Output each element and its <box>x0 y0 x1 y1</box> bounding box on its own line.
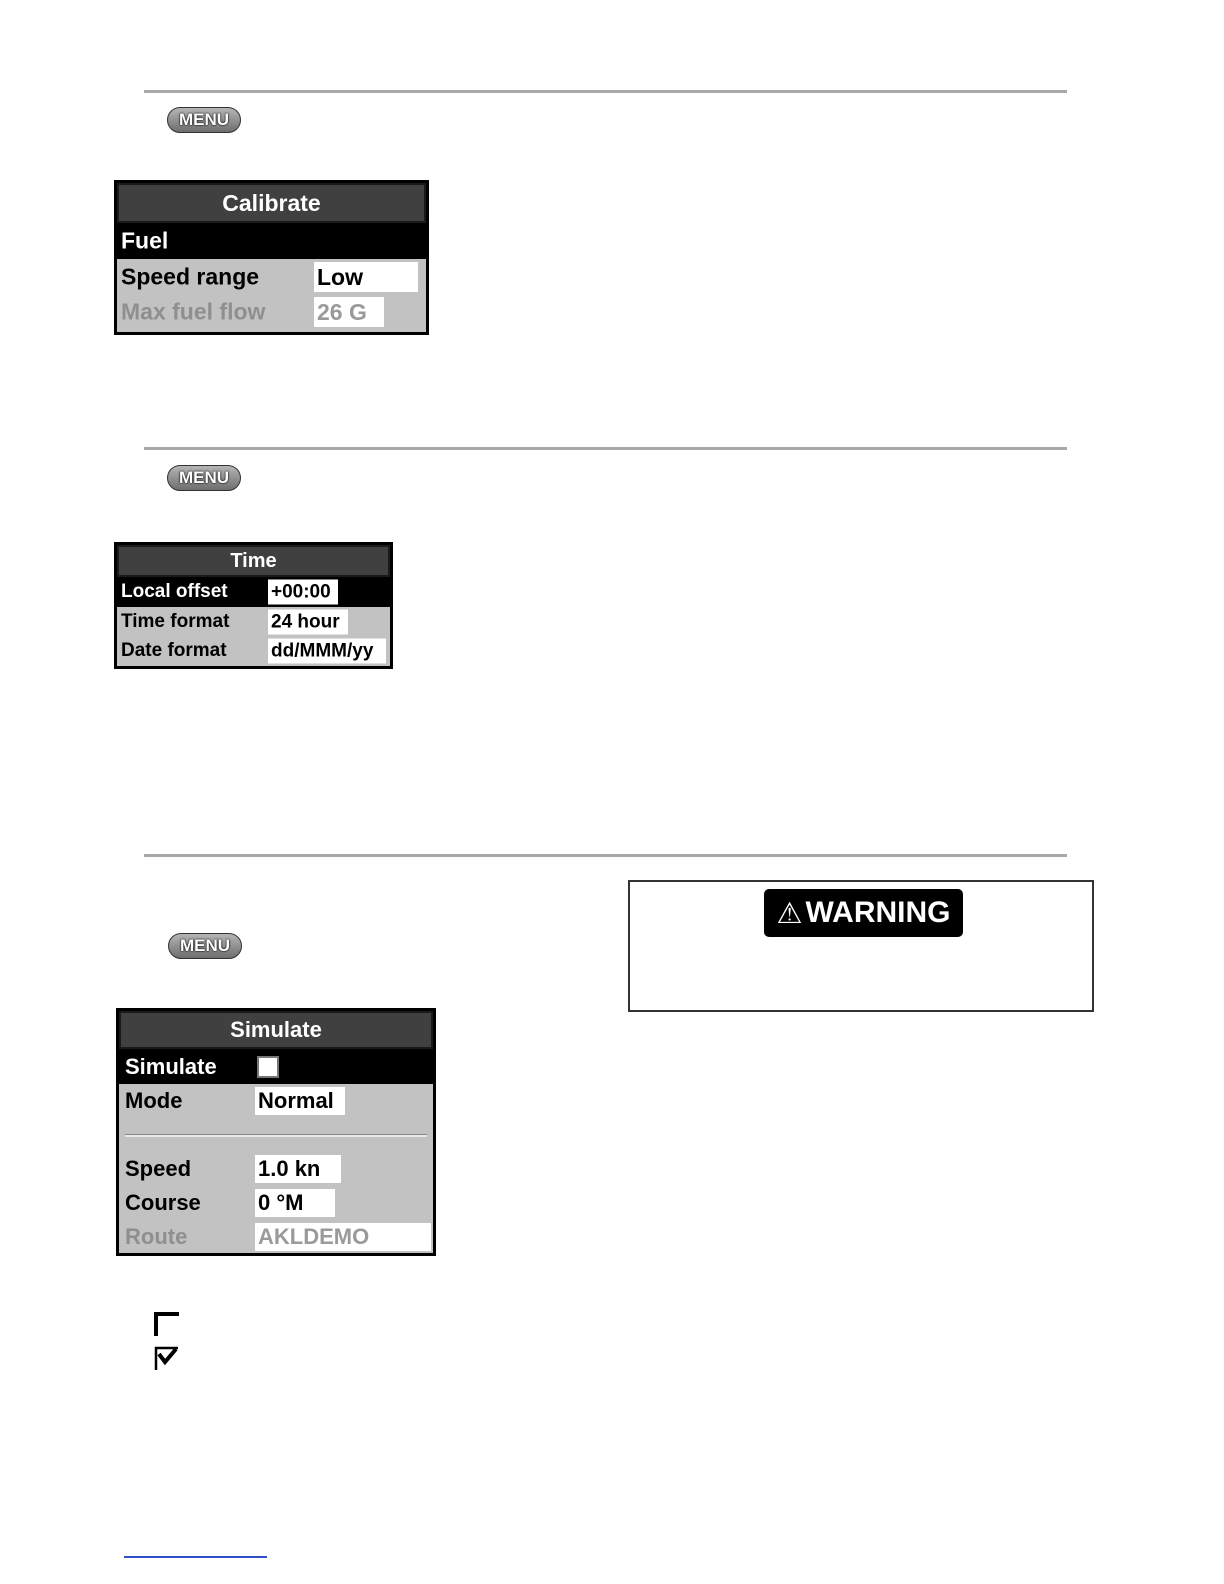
mode-value[interactable]: Normal <box>255 1087 345 1115</box>
calibrate-row-max-fuel-flow <box>117 294 426 329</box>
speed-range-value[interactable]: Low <box>314 262 418 292</box>
speed-value[interactable]: 1.0 kn <box>255 1155 341 1183</box>
route-value: AKLDEMO <box>255 1223 431 1251</box>
simulate-row-route <box>119 1220 433 1254</box>
local-offset-value[interactable]: +00:00 <box>268 580 338 605</box>
section-divider <box>144 90 1067 93</box>
calibrate-row-speed-range[interactable] <box>117 259 426 294</box>
separator-line <box>125 1134 427 1137</box>
row-label: Time format <box>121 610 230 632</box>
simulate-checkbox[interactable] <box>257 1056 279 1078</box>
time-format-value[interactable]: 24 hour <box>268 609 348 634</box>
simulate-row-mode[interactable] <box>119 1084 433 1118</box>
time-row-date-format[interactable] <box>117 636 390 665</box>
warning-triangle-icon: ⚠ <box>776 897 803 930</box>
row-label: Speed range <box>121 263 260 289</box>
row-label: Mode <box>125 1088 183 1113</box>
row-label: Fuel <box>121 227 169 254</box>
warning-label: WARNING <box>805 896 951 929</box>
checkbox-checked-icon <box>152 1344 182 1372</box>
checkbox-unchecked-icon <box>152 1310 182 1338</box>
row-label: Local offset <box>121 581 228 602</box>
time-row-time-format[interactable] <box>117 607 390 636</box>
date-format-value[interactable]: dd/MMM/yy <box>268 638 386 663</box>
menu-button[interactable]: MENU <box>167 107 241 133</box>
simulate-row-speed[interactable] <box>119 1152 433 1186</box>
row-label: Speed <box>125 1156 192 1181</box>
simulate-row-course[interactable] <box>119 1186 433 1220</box>
row-label: Course <box>125 1190 201 1215</box>
max-fuel-flow-value: 26 G <box>314 297 384 327</box>
time-row-local-offset[interactable] <box>117 577 390 607</box>
calibrate-row-fuel[interactable] <box>117 223 426 259</box>
row-label: Simulate <box>125 1053 217 1079</box>
warning-badge <box>764 889 963 937</box>
section-divider <box>144 447 1067 450</box>
panel-title: Time <box>117 545 390 577</box>
simulate-panel <box>116 1008 436 1256</box>
simulate-row-simulate[interactable] <box>119 1049 433 1084</box>
warning-box <box>628 880 1094 1012</box>
time-panel <box>114 542 393 669</box>
row-label: Route <box>125 1224 188 1249</box>
calibrate-panel <box>114 180 429 335</box>
row-label: Date format <box>121 639 227 661</box>
panel-title: Simulate <box>119 1011 433 1049</box>
row-label: Max fuel flow <box>121 298 266 324</box>
menu-button[interactable]: MENU <box>168 933 242 959</box>
panel-title: Calibrate <box>117 183 426 223</box>
section-divider <box>144 854 1067 857</box>
menu-button[interactable]: MENU <box>167 465 241 491</box>
course-value[interactable]: 0 °M <box>255 1189 335 1217</box>
separator-row <box>119 1118 433 1152</box>
footer-rule <box>124 1556 267 1558</box>
